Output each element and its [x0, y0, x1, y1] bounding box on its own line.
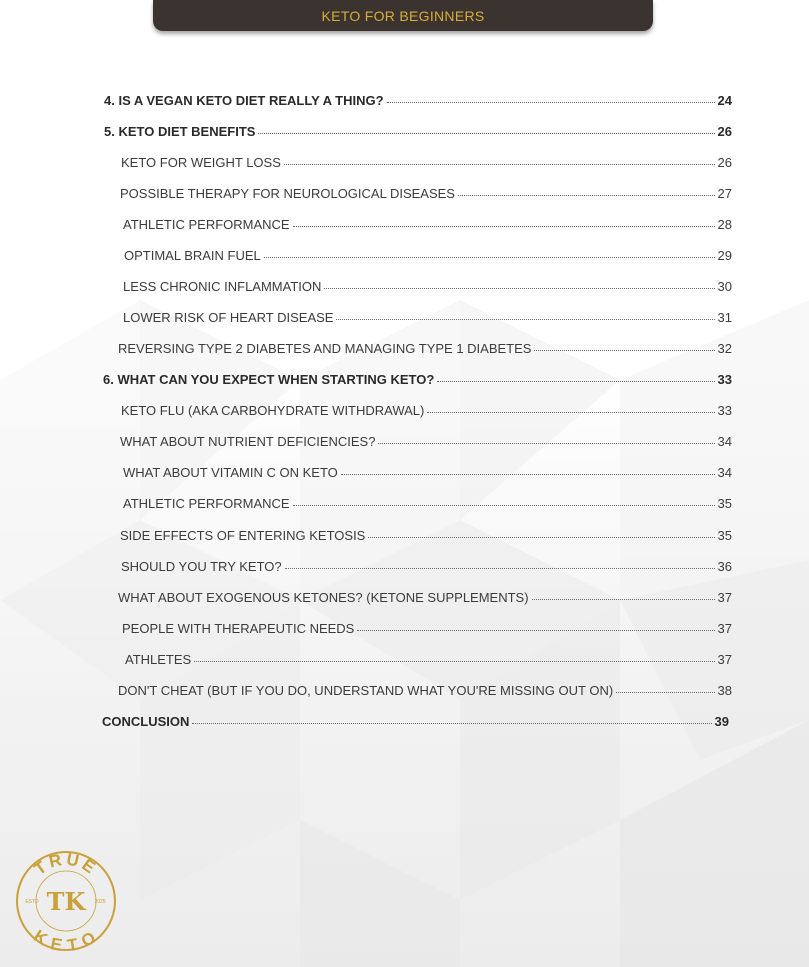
toc-entry[interactable]: [120, 528, 732, 543]
toc-entry[interactable]: [124, 248, 732, 263]
toc-entry-title: ATHLETES: [125, 652, 192, 667]
toc-entry-page: 33: [717, 372, 732, 387]
svg-text:TRUE: [31, 850, 101, 879]
toc-dot-leader: [534, 349, 714, 351]
toc-entry-page: 34: [717, 465, 732, 480]
toc-dot-leader: [264, 256, 715, 258]
toc-entry-title: SIDE EFFECTS OF ENTERING KETOSIS: [120, 528, 366, 543]
toc-dot-leader: [458, 194, 715, 196]
toc-entry-page: 29: [717, 248, 732, 263]
toc-entry-title: KETO FLU (AKA CARBOHYDRATE WITHDRAWAL): [121, 403, 425, 418]
toc-dot-leader: [258, 132, 714, 134]
toc-entry-title: LOWER RISK OF HEART DISEASE: [123, 310, 334, 325]
toc-dot-leader: [368, 536, 714, 538]
toc-entry-title: WHAT ABOUT EXOGENOUS KETONES? (KETONE SUPPLEMENTS): [118, 590, 529, 605]
logo-left-text: ESTD: [25, 899, 39, 905]
toc-entry-page: 24: [717, 93, 732, 108]
header-banner: [153, 0, 653, 31]
toc-entry-page: 34: [717, 434, 732, 449]
toc-entry-title: 5. KETO DIET BENEFITS: [104, 124, 256, 139]
toc-dot-leader: [285, 567, 715, 569]
toc-entry-page: 26: [717, 155, 732, 170]
logo-top-text: TRUE: [30, 850, 102, 879]
toc-dot-leader: [532, 598, 715, 600]
toc-entry-title: LESS CHRONIC INFLAMMATION: [123, 279, 322, 294]
toc-entry[interactable]: [121, 155, 732, 170]
toc-entry-title: POSSIBLE THERAPY FOR NEUROLOGICAL DISEASES: [120, 186, 455, 201]
toc-dot-leader: [378, 442, 714, 444]
toc-entry[interactable]: [120, 434, 732, 449]
toc-entry-title: OPTIMAL BRAIN FUEL: [124, 248, 261, 263]
toc-entry[interactable]: [121, 403, 732, 418]
toc-dot-leader: [437, 380, 714, 382]
toc-dot-leader: [336, 318, 714, 320]
true-keto-logo: [15, 850, 117, 952]
toc-entry[interactable]: [103, 372, 732, 387]
toc-entry[interactable]: [123, 465, 732, 480]
toc-entry-title: REVERSING TYPE 2 DIABETES AND MANAGING TYPE 1 DIABETES: [118, 341, 532, 356]
toc-dot-leader: [293, 504, 715, 506]
toc-entry-title: PEOPLE WITH THERAPEUTIC NEEDS: [122, 621, 355, 636]
toc-dot-leader: [324, 287, 714, 289]
toc-entry[interactable]: [120, 186, 732, 201]
toc-dot-leader: [357, 629, 714, 631]
toc-dot-leader: [192, 722, 711, 724]
toc-entry[interactable]: [104, 124, 732, 139]
toc-entry-page: 33: [717, 403, 732, 418]
toc-entry-page: 37: [717, 621, 732, 636]
toc-entry-title: WHAT ABOUT NUTRIENT DEFICIENCIES?: [120, 434, 376, 449]
svg-text:KETO: [30, 926, 101, 952]
toc-dot-leader: [341, 473, 715, 475]
toc-entry-title: WHAT ABOUT VITAMIN C ON KETO: [123, 465, 338, 480]
toc-dot-leader: [387, 101, 715, 103]
toc-entry[interactable]: [122, 621, 732, 636]
toc-entry-title: ATHLETIC PERFORMANCE: [123, 217, 290, 232]
toc-entry[interactable]: [123, 310, 732, 325]
toc-entry-title: 6. WHAT CAN YOU EXPECT WHEN STARTING KETO?: [103, 372, 435, 387]
toc-entry[interactable]: [125, 652, 732, 667]
logo-monogram: TK: [46, 887, 86, 916]
toc-entry-title: 4. IS A VEGAN KETO DIET REALLY A THING?: [104, 93, 384, 108]
toc-entry[interactable]: [118, 341, 732, 356]
toc-entry-page: 38: [717, 683, 732, 698]
toc-entry-page: 37: [717, 590, 732, 605]
toc-entry-title: CONCLUSION: [102, 714, 190, 729]
toc-dot-leader: [427, 411, 714, 413]
toc-entry[interactable]: [123, 496, 732, 511]
toc-entry-page: 36: [717, 559, 732, 574]
toc-entry[interactable]: [118, 590, 732, 605]
toc-entry-page: 32: [717, 341, 732, 356]
toc-entry-title: DON'T CHEAT (BUT IF YOU DO, UNDERSTAND WHAT YOU'RE MISSING OUT ON): [118, 683, 614, 698]
toc-entry-page: 26: [717, 124, 732, 139]
toc-entry[interactable]: [102, 714, 729, 729]
toc-entry[interactable]: [123, 279, 732, 294]
toc-dot-leader: [194, 660, 714, 662]
header-title: KETO FOR BEGINNERS: [321, 7, 485, 24]
toc-dot-leader: [284, 163, 715, 165]
logo-right-text: 2025: [94, 899, 106, 905]
toc-entry-page: 39: [714, 714, 729, 729]
toc-entry-page: 28: [717, 217, 732, 232]
toc-entry-title: ATHLETIC PERFORMANCE: [123, 496, 290, 511]
toc-dot-leader: [616, 691, 714, 693]
toc-entry-title: SHOULD YOU TRY KETO?: [121, 559, 282, 574]
toc-dot-leader: [293, 225, 715, 227]
toc-entry-page: 30: [717, 279, 732, 294]
toc-entry-page: 37: [717, 652, 732, 667]
toc-entry-page: 27: [717, 186, 732, 201]
toc-entry[interactable]: [121, 559, 732, 574]
toc-entry[interactable]: [118, 683, 732, 698]
toc-entry[interactable]: [104, 93, 732, 108]
logo-bottom-text: KETO: [30, 926, 102, 952]
toc-entry-page: 31: [717, 310, 732, 325]
toc-entry-page: 35: [717, 496, 732, 511]
toc-entry-page: 35: [717, 528, 732, 543]
toc-entry-title: KETO FOR WEIGHT LOSS: [121, 155, 281, 170]
toc-entry[interactable]: [123, 217, 732, 232]
